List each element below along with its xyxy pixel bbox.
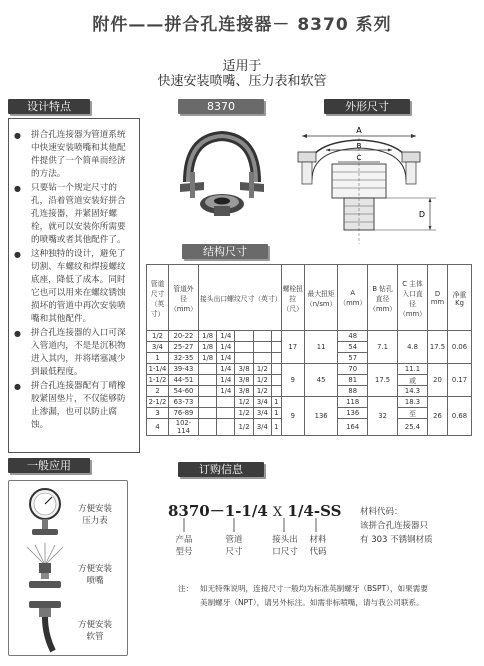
col-header-c: C 主体入口直径（mm）: [398, 265, 428, 331]
tab-dimensions: 外形尺寸: [324, 99, 410, 114]
order-model: 8370: [168, 502, 210, 520]
col-header-pipe-size: 管道尺寸（英寸）: [147, 265, 169, 331]
feature-item: ● 拼合孔连接器配有丁晴橡胶紧固垫片，不仅能够防止渗漏，也可以防止腐蚀。: [13, 380, 133, 432]
material-code-info: 材料代码： 该拼合孔连接器只 有 303 不锈钢材质: [360, 507, 433, 545]
table-row: 1 32-35 1/8 1/4 57: [147, 353, 472, 364]
page-title: 附件——拼合孔连接器－ 8370 系列: [92, 15, 392, 35]
order-label-material: 材料 代码: [309, 535, 327, 557]
design-features-list: [8, 118, 140, 453]
col-header-d: D mm: [428, 265, 448, 331]
col-header-b: B 钻孔直径（mm）: [368, 265, 398, 331]
pressure-gauge-icon: [27, 487, 63, 539]
col-header-weight: 净重 Kg: [448, 265, 472, 331]
table-row: 2-1/2 63-73 1/2 3/4 1 9 136 118 32 18.3 26 0.68: [147, 397, 472, 408]
spec-table: [146, 264, 472, 436]
order-material: SS: [320, 502, 342, 520]
col-header-pipe-od: 管道外径（mm）: [169, 265, 199, 331]
order-code-pointers: [168, 518, 338, 532]
product-photo: [174, 124, 269, 239]
feature-item: ● 拼合孔连接器为管道系统中快速安装喷嘴和其他配件提供了一个简单而经济的方法。: [13, 129, 133, 181]
order-outlet-size: 1/4: [287, 502, 314, 520]
hose-fitting-icon: [23, 599, 67, 653]
note: 注： 如无特殊说明，连接尺寸一般均为标准英制螺牙（BSPT），如果需要 美制螺牙（NPT），请另外标注。如需非标喷嘴，请与我公司联系。: [178, 584, 428, 607]
dim-label-c: C: [356, 154, 362, 162]
dim-label-b: B: [356, 142, 362, 150]
dim-label-d: D: [418, 210, 426, 219]
tab-structure-dimensions: 结构尺寸: [182, 244, 268, 259]
order-pipe-size: 1-1/4: [224, 502, 268, 520]
subtitle-line-1: 适用于: [222, 59, 262, 74]
applications-box: [8, 480, 128, 656]
table-row: 3 76-89 1/2 3/4 1 136 至: [147, 408, 472, 419]
order-label-model: 产品 型号: [175, 535, 193, 557]
dim-label-a: A: [356, 126, 362, 135]
table-row: 1/2 20-22 1/8 1/4 17 11 48 7.1 4.8 17.5 0.06: [147, 331, 472, 342]
col-header-outlet-thread: 接头出口螺纹尺寸（英寸）: [199, 265, 282, 331]
tab-design-features: 设计特点: [8, 99, 90, 114]
col-header-a: A（mm）: [338, 265, 368, 331]
subtitle-line-2: 快速安装喷嘴、压力表和软管: [157, 74, 327, 89]
note-label: 注：: [178, 584, 194, 593]
table-row: 4 102-114 1/2 3/4 1 164 25.4: [147, 419, 472, 436]
application-nozzle-label: 方便安装 喷嘴: [77, 564, 112, 586]
order-code: 8370－1-1/4 X 1/4-SS: [168, 502, 342, 520]
table-row: 1-1/4 39-43 1/4 3/8 1/2 9 45 70 17.5 11.1 20 0.17: [147, 364, 472, 375]
table-row: 3/4 25-27 1/8 1/4 54: [147, 342, 472, 353]
col-header-bolt: 螺栓扭拉（尺）: [281, 265, 304, 331]
order-label-outlet: 接头出 口尺寸: [272, 535, 298, 557]
tab-ordering-info: 订购信息: [178, 462, 264, 477]
tab-applications: 一般应用: [8, 458, 90, 473]
table-row: 1-1/2 44-51 1/4 3/8 1/2 81 或: [147, 375, 472, 386]
application-hose-label: 方便安装 软管: [77, 620, 112, 642]
col-header-torque: 最大扭矩（n/sm）: [304, 265, 337, 331]
feature-item: ● 拼合孔连接器的入口可深入管道内，不是是沉积物进入其内，并将堵塞减少到最低程度。: [13, 327, 133, 379]
tab-model-8370: 8370: [178, 99, 264, 114]
dimension-drawing: [296, 118, 441, 248]
spray-nozzle-icon: [23, 543, 67, 593]
feature-item: ● 这种独特的设计，避免了切割、车螺纹和焊接螺纹底座，降低了成本。同时它也可以用来在螺纹锈蚀损坏的管道中再次安装喷嘴和其他配件。: [13, 248, 133, 326]
order-label-pipe: 管道 尺寸: [225, 535, 243, 557]
feature-item: ● 只要钻一个规定尺寸的孔，沿着管道安装好拼合孔连接器，并紧固好螺栓，就可以安装你所需要的喷嘴或者其他配件了。: [13, 182, 133, 247]
table-row: 2 54-60 1/4 3/8 1/2 88 14.3: [147, 386, 472, 397]
application-gauge-label: 方便安装 压力表: [77, 504, 112, 526]
